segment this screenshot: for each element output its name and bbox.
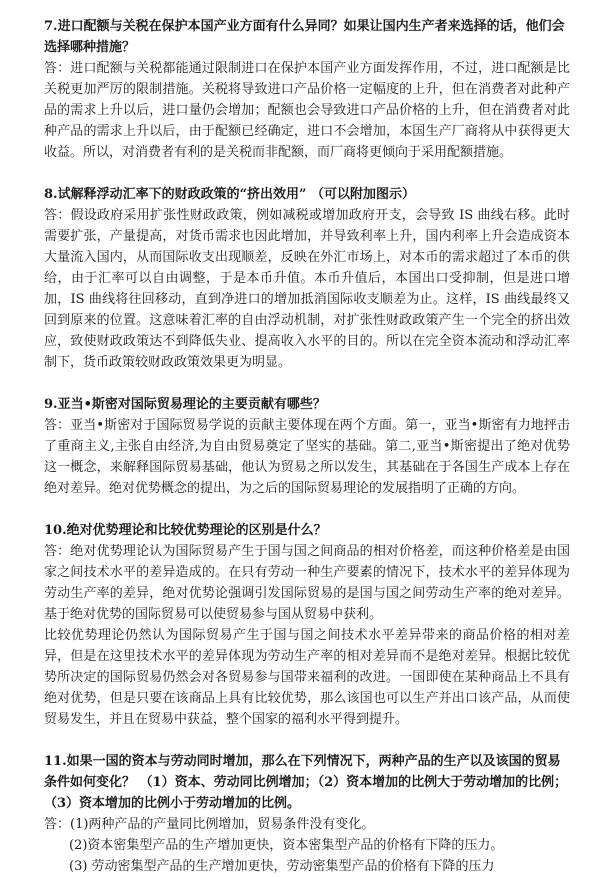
qa-item-7	[44, 16, 570, 163]
answer-11-sub-2: (2)资本密集型产品的生产增加更快，资本密集型产品的价格有下降的压力。	[69, 838, 504, 853]
question-8: 8.试解释浮动汇率下的财政政策的“挤出效用” （可以附加图示）	[44, 187, 416, 202]
qa-item-11	[44, 751, 570, 877]
section-gap	[44, 163, 570, 184]
answer-9: 答：亚当•斯密对于国际贸易学说的贡献主要体现在两个方面。第一，亚当•斯密有力地抨击了重商主义,主张自由经济,为自由贸易奠定了坚实的基础。第二,亚当•斯密提出了绝对优势这一概念，来解释国际贸易基础，他认为贸易之所以发生，其基础在于各国生产成本上存在绝对差异。绝对优势概念的提出，为之后的国际贸易理论的发展指明了正确的方向。	[44, 418, 570, 496]
question-10: 10.绝对优势理论和比较优势理论的区别是什么？	[44, 523, 327, 538]
answer-10-paragraph-1: 答：绝对优势理论认为国际贸易产生于国与国之间商品的相对价格差，而这种价格差是由国家之间技术水平的差异造成的。在只有劳动一种生产要素的情况下，技术水平的差异体现为劳动生产率的差异，绝对优势论强调引发国际贸易的是国与国之间劳动生产率的绝对差异。基于绝对优势的国际贸易可以使贸易参与国从贸易中获利。	[44, 544, 570, 622]
section-gap	[44, 499, 570, 520]
answer-8: 答：假设政府采用扩张性财政政策，例如减税或增加政府开支，会导致 IS 曲线右移。此时需要扩张，产量提高，对货币需求也因此增加，并导致利率上升，国内利率上升会造成资本大量流入国内，从而国际收支出现顺差，反映在外汇市场上，对本币的需求超过了本币的供给，由于汇率可以自由调整，于是本币升值。本币升值后，本国出口受抑制，但是进口增加，IS 曲线将往回移动，直到净进口的增加抵消国际收支顺差为止。这样，IS 曲线最终又回到原来的位置。这意味着汇率的自由浮动机制，对扩张性财政政策产生一个完全的挤出效应，致使财政政策达不到降低失业、提高收入水平的目的。所以在完全资本流动和浮动汇率制下，货币政策较财政政策效果更为明显。	[44, 208, 570, 370]
question-11: 11.如果一国的资本与劳动同时增加，那么在下列情况下，两种产品的生产以及该国的贸易条件如何变化？ （1）资本、劳动同比例增加；（2）资本增加的比例大于劳动增加的比例；（3）资本增加的比例小于劳动增加的比例。	[44, 754, 568, 811]
answer-10-paragraph-2: 比较优势理论仍然认为国际贸易产生于国与国之间技术水平差异带来的商品价格的相对差异，但是在这里技术水平的差异体现为劳动生产率的相对差异而不是绝对差异。根据比较优势所决定的国际贸易仍然会对各贸易参与国带来福利的改进。一国即使在某种商品上不具有绝对优势，但是只要在该商品上具有比较优势，那么该国也可以生产并出口该产品，从而使贸易发生，并且在贸易中获益，整个国家的福利水平得到提升。	[44, 628, 570, 727]
section-gap	[44, 730, 570, 751]
question-7: 7.进口配额与关税在保护本国产业方面有什么异同？如果让国内生产者来选择的话，他们会选择哪种措施？	[44, 19, 565, 55]
question-9: 9.亚当•斯密对国际贸易理论的主要贡献有哪些？	[44, 397, 326, 412]
qa-item-9	[44, 394, 570, 499]
answer-11: 答：(1)两种产品的产量同比例增加，贸易条件没有变化。	[44, 817, 375, 832]
qa-item-10	[44, 520, 570, 730]
answer-7: 答：进口配额与关税都能通过限制进口在保护本国产业方面发挥作用，不过，进口配额是比关税更加严厉的限制措施。关税将导致进口产品价格一定幅度的上升，但在消费者对此种产品的需求上升以后，进口量仍会增加；配额也会导致进口产品价格的上升，但在消费者对此种产品的需求上升以后，由于配额已经确定，进口不会增加，本国生产厂商将从中获得更大收益。所以，对消费者有利的是关税而非配额，而厂商将更倾向于采用配额措施。	[44, 61, 570, 160]
section-gap	[44, 373, 570, 394]
answer-11-sub-3: (3) 劳动密集型产品的生产增加更快，劳动密集型产品的价格有下降的压力	[69, 859, 495, 874]
qa-item-8	[44, 184, 570, 373]
